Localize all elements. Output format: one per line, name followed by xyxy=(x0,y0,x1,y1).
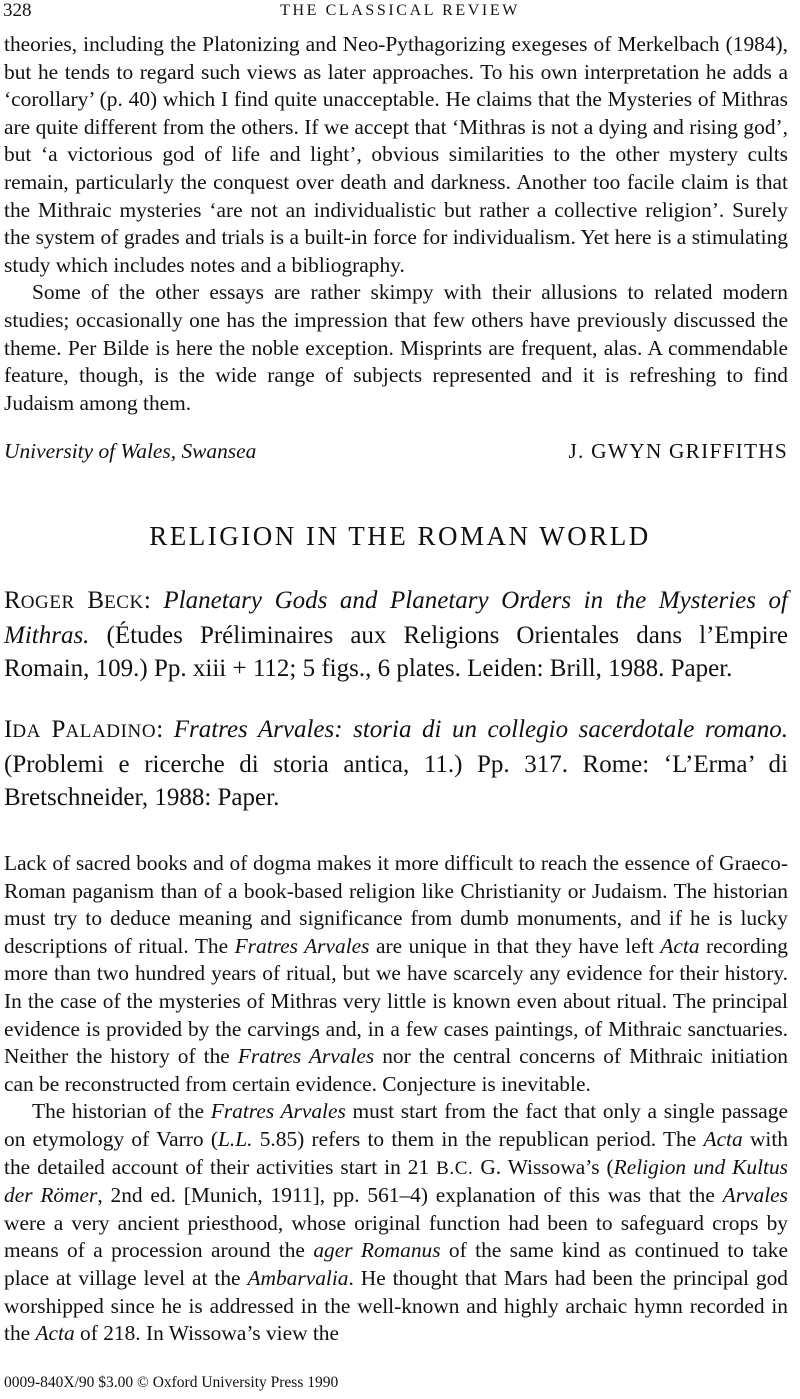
book-title: Planetary Gods and Planetary Orders in the Mysteries of Mithras. xyxy=(4,587,788,649)
running-head: THE CLASSICAL REVIEW xyxy=(280,2,520,19)
book-details: (Études Préliminaires aux Religions Orientales dans l’Empire Romain, 109.) Pp. xiii + 112; 5 figs., 6 plates. Leiden: Brill, 1988. Paper. xyxy=(4,622,788,682)
paragraph: The historian of the Fratres Arvales must start from the fact that only a single passage on etymology of Varro (L.L. 5.85) refers to them in the republican period. The Acta with the detailed account of their activities start in 21 B.C. G. Wissowa’s (Religion und Kultus der Römer, 2nd ed. [Munich, 1911], pp. 561–4) explanation of this was that the Arvales were a very ancient priesthood, whose original function had been to safeguard crops by means of a procession around the ager Romanus of the same kind as continued to take place at village level at the Ambarvalia. He thought that Mars had been the principal god worshipped since he is addressed in the well-known and highly archaic hymn recorded in the Acta of 218. In Wissowa’s view the xyxy=(4,1099,788,1346)
page-header xyxy=(3,0,797,26)
copyright-footer: 0009-840X/90 $3.00 © Oxford University Press 1990 xyxy=(4,1374,339,1391)
previous-review-conclusion xyxy=(4,31,788,417)
reviewer-name: J. GWYN GRIFFITHS xyxy=(568,439,788,463)
author-name: IDA PALADINO xyxy=(4,716,157,743)
paragraph: Some of the other essays are rather skimpy with their allusions to related modern studies; occasionally one has the impression that few others have previously discussed the theme. Per Bilde is here the noble exception. Misprints are frequent, alas. A commendable feature, though, is the wide range of subjects represented and it is refreshing to find Judaism among them. xyxy=(4,280,788,415)
review-body xyxy=(4,850,788,1348)
book-title: Fratres Arvales: storia di un collegio sacerdotale romano. xyxy=(173,716,788,743)
author-name: ROGER BECK xyxy=(4,587,144,614)
paragraph: theories, including the Platonizing and Neo-Pythagorizing exegeses of Merkelbach (1984), but he tends to regard such views as later approaches. To his own interpretation he adds a ‘corollary’ (p. 40) which I find quite unacceptable. He claims that the Mysteries of Mithras are quite different from the others. If we accept that ‘Mithras is not a dying and rising god’, but ‘a victorious god of life and light’, obvious similarities to the other mystery cults remain, particularly the conquest over death and darkness. Another too facile claim is that the Mithraic mysteries ‘are not an individualistic but rather a collective religion’. Surely the system of grades and trials is a built-in force for individualism. Yet here is a stimulating study which includes notes and a bibliography. xyxy=(4,32,788,277)
book-citation: ROGER BECK: Planetary Gods and Planetary Orders in the Mysteries of Mithras. (Études Préliminaires aux Religions Orientales dans l’Empire Romain, 109.) Pp. xiii + 112; 5 figs., 6 plates. Leiden: Brill, 1988. Paper. xyxy=(4,587,788,682)
review-signature xyxy=(4,439,788,464)
book-citation: IDA PALADINO: Fratres Arvales: storia di un collegio sacerdotale romano. (Problemi e ricerche di storia antica, 11.) Pp. 317. Rome: ‘L’Erma’ di Bretschneider, 1988: Paper. xyxy=(4,716,788,811)
paragraph: Lack of sacred books and of dogma makes it more difficult to reach the essence of Graeco-Roman paganism than of a book-based religion like Christianity or Judaism. The historian must try to deduce meaning and significance from dumb monuments, and if he is lucky descriptions of ritual. The Fratres Arvales are unique in that they have left Acta recording more than two hundred years of ritual, but we have scarcely any evidence for their history. In the case of the mysteries of Mithras very little is known even about ritual. The principal evidence is provided by the carvings and, in a few cases paintings, of Mithraic sanctuaries. Neither the history of the Fratres Arvales nor the central concerns of Mithraic initiation can be reconstructed from certain evidence. Conjecture is inevitable. xyxy=(4,851,789,1096)
section-title: RELIGION IN THE ROMAN WORLD xyxy=(149,521,651,551)
book-details: (Problemi e ricerche di storia antica, 11.) Pp. 317. Rome: ‘L’Erma’ di Bretschneider, 1988: Paper. xyxy=(4,751,788,811)
page-number: 328 xyxy=(3,0,32,21)
reviewer-affiliation: University of Wales, Swansea xyxy=(4,439,257,463)
